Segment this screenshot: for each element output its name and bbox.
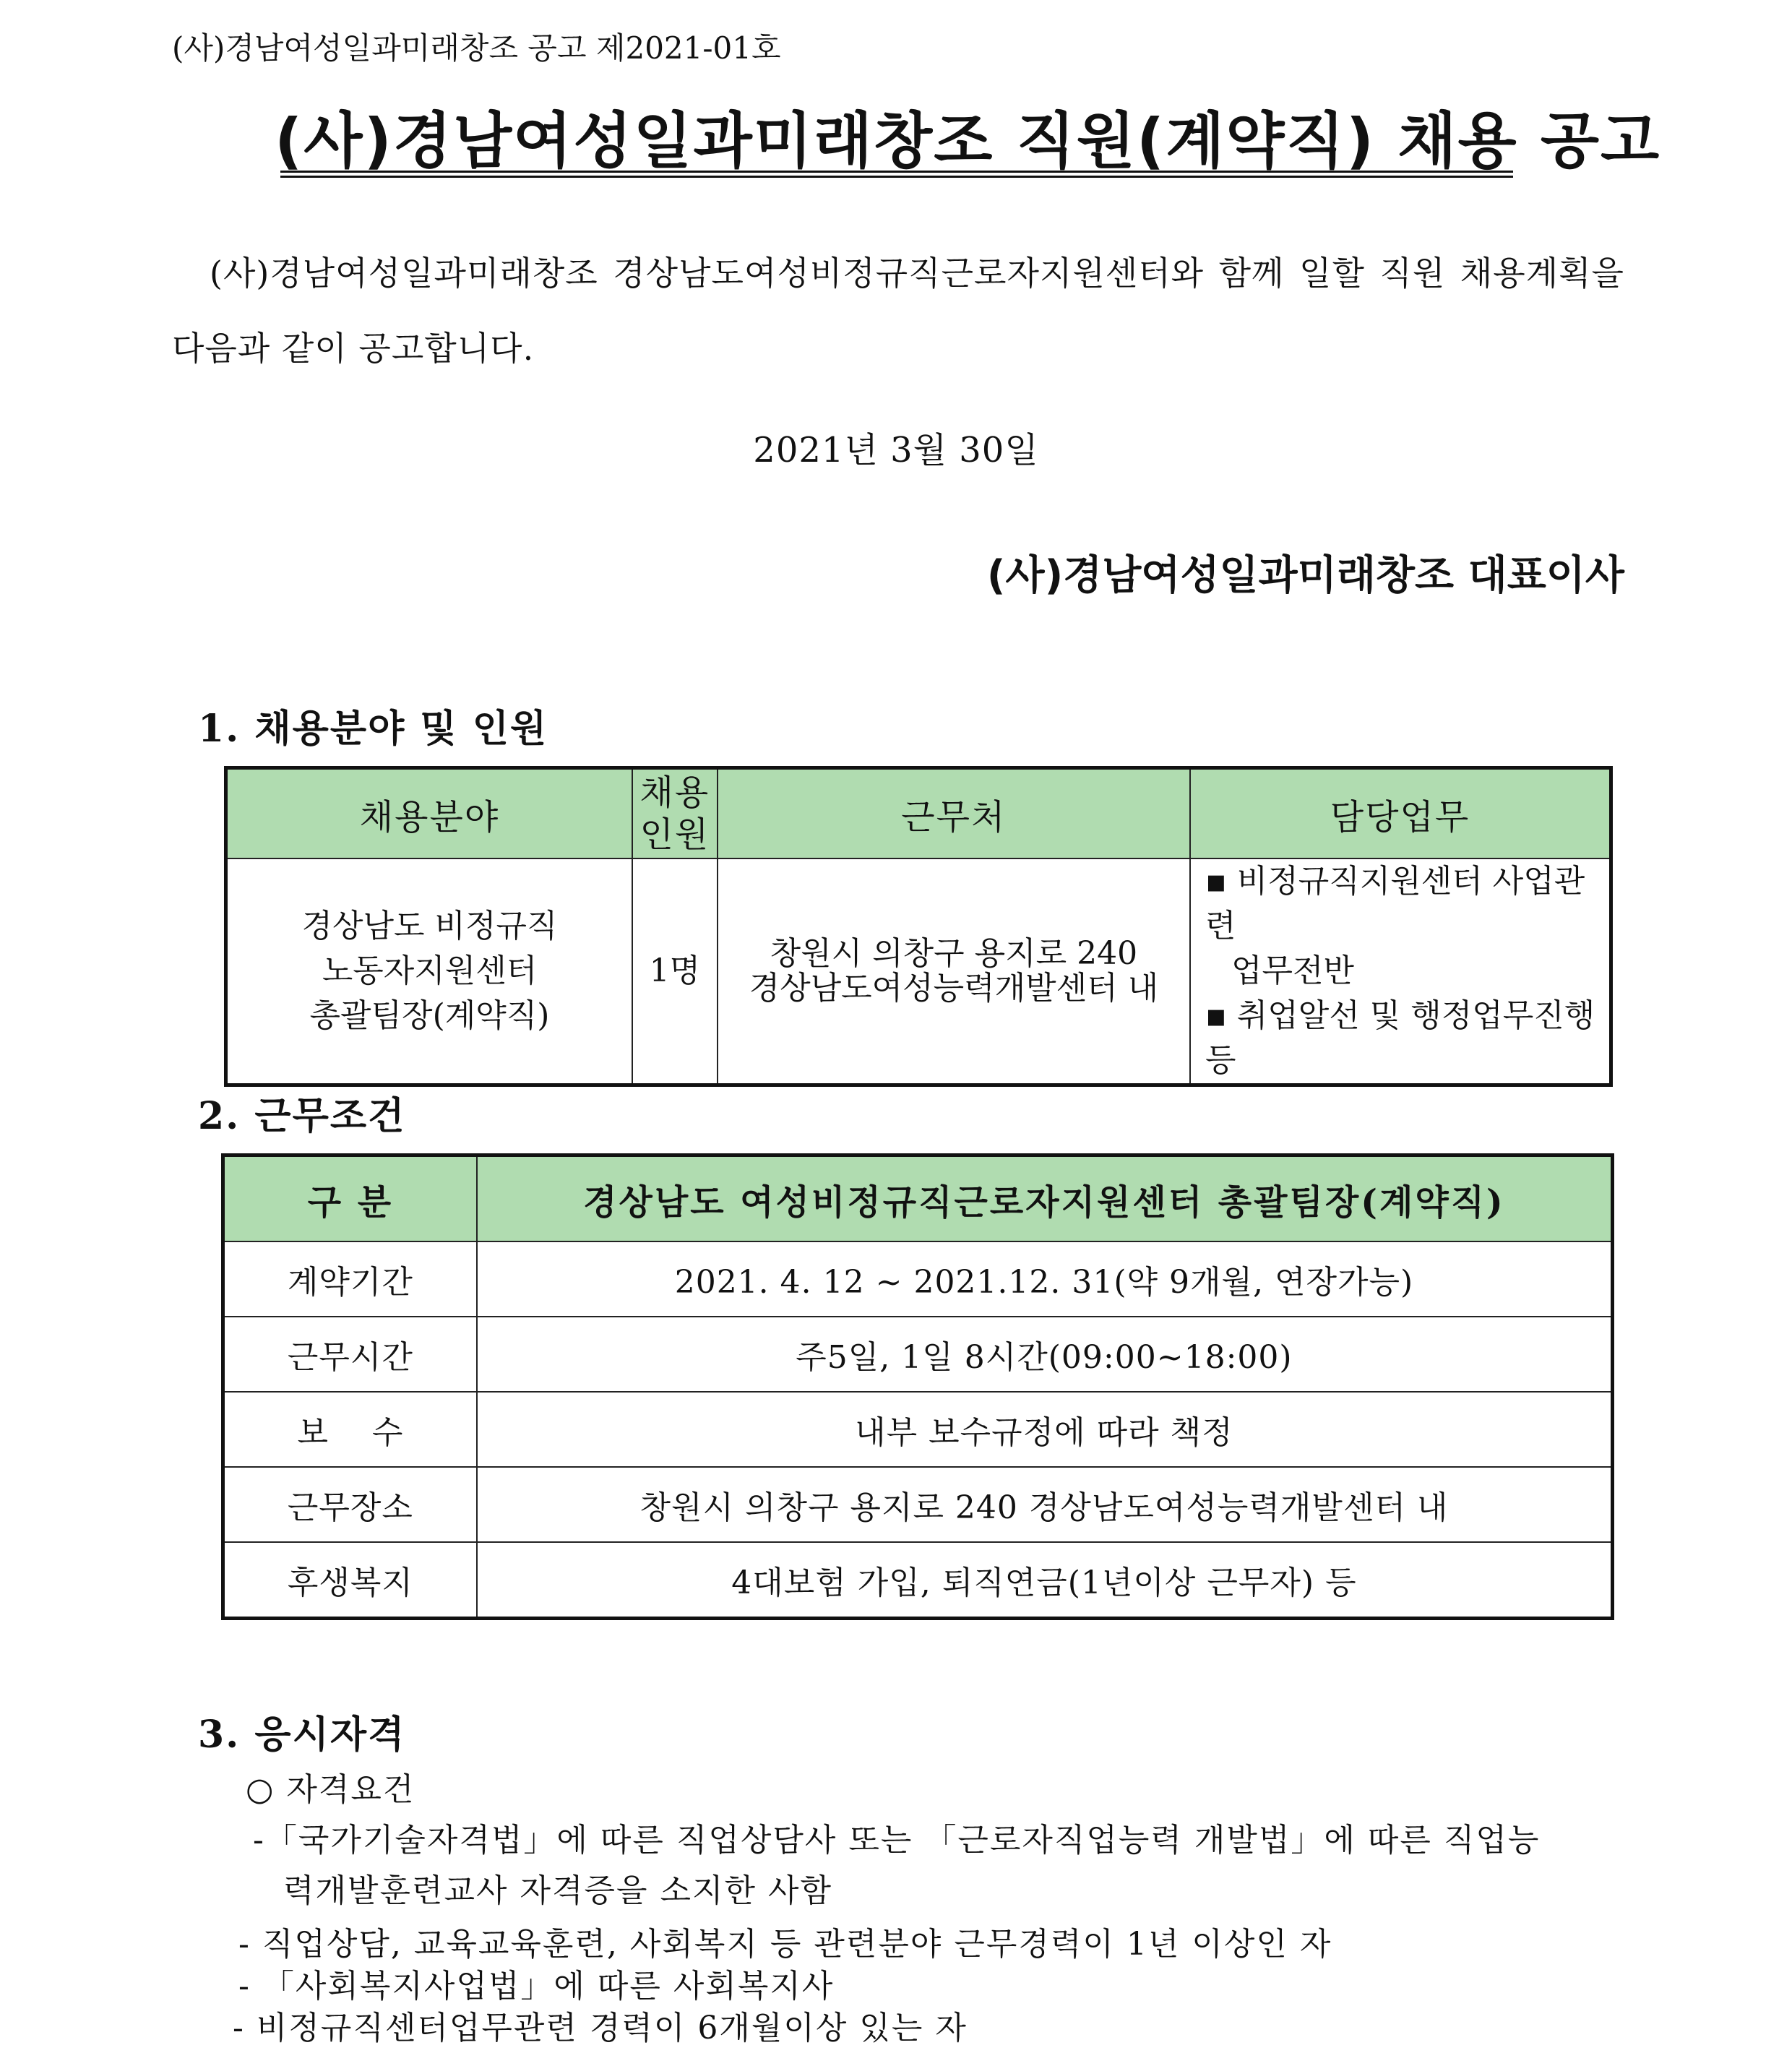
row-value: 2021. 4. 12 ~ 2021.12. 31(약 9개월, 연장가능)	[477, 1241, 1613, 1317]
table-row	[223, 1542, 1613, 1619]
row-label: 계약기간	[223, 1241, 477, 1317]
workplace-line: 창원시 의창구 용지로 240	[770, 935, 1138, 972]
cell-field	[226, 858, 632, 1085]
header-category: 구 분	[223, 1155, 477, 1242]
list-item: 력개발훈련교사 자격증을 소지한 사함	[283, 1872, 833, 1909]
row-value: 창원시 의창구 용지로 240 경상남도여성능력개발센터 내	[477, 1467, 1613, 1542]
field-line: 총괄팀장(계약직)	[309, 997, 550, 1034]
header-count-line2: 인원	[639, 814, 710, 855]
title-underline	[280, 171, 1513, 178]
field-line: 노동자지원센터	[322, 952, 538, 989]
conditions-table	[221, 1153, 1614, 1620]
table-row	[223, 1241, 1613, 1317]
table-row	[223, 1392, 1613, 1467]
recruitment-table	[224, 766, 1613, 1087]
header-position: 경상남도 여성비정규직근로자지원센터 총괄팀장(계약직)	[477, 1155, 1613, 1242]
list-item: - 비정규직센터업무관련 경력이 6개월이상 있는 자	[233, 2010, 968, 2046]
table-row	[223, 1317, 1613, 1392]
list-item: -「국가기술자격법」에 따른 직업상담사 또는 「근로자직업능력 개발법」에 따른 직업능	[253, 1822, 1541, 1859]
table-row	[226, 858, 1611, 1085]
duty-line: ▪ 비정규직지원센터 사업관련	[1205, 863, 1585, 944]
duty-line: 업무전반	[1231, 952, 1354, 989]
list-item: - 「사회복지사업법」에 따른 사회복지사	[238, 1968, 835, 2005]
header-duty: 담당업무	[1190, 768, 1611, 859]
row-label: 근무시간	[223, 1317, 477, 1392]
row-label: 근무장소	[223, 1467, 477, 1542]
list-item: ○ 자격요건	[246, 1771, 415, 1808]
header-count-line1: 채용	[639, 772, 710, 813]
intro-paragraph: (사)경남여성일과미래창조 경상남도여성비정규직근로자지원센터와 함께 일할 직원 채용계획을 다음과 같이 공고합니다.	[172, 254, 1624, 368]
row-label: 후생복지	[223, 1542, 477, 1619]
section-heading-conditions: 2. 근무조건	[198, 1094, 406, 1138]
page-title: (사)경남여성일과미래창조 직원(계약직) 채용 공고	[275, 106, 1661, 176]
header-count	[632, 768, 718, 859]
table-row	[223, 1467, 1613, 1542]
section-heading-recruitment: 1. 채용분야 및 인원	[198, 707, 548, 751]
notice-number: (사)경남여성일과미래창조 공고 제2021-01호	[172, 30, 781, 66]
field-line: 경상남도 비정규직	[301, 908, 558, 944]
row-value: 4대보험 가입, 퇴직연금(1년이상 근무자) 등	[477, 1542, 1613, 1619]
row-value: 주5일, 1일 8시간(09:00~18:00)	[477, 1317, 1613, 1392]
row-label: 보 수	[223, 1392, 477, 1467]
duty-line: ▪ 취업알선 및 행정업무진행 등	[1205, 997, 1595, 1079]
announcement-date: 2021년 3월 30일	[753, 430, 1039, 470]
cell-workplace	[718, 858, 1190, 1085]
row-value: 내부 보수규정에 따라 책정	[477, 1392, 1613, 1467]
cell-count: 1명	[632, 858, 718, 1085]
table-header-row	[226, 768, 1611, 859]
header-field: 채용분야	[226, 768, 632, 859]
table-header-row	[223, 1155, 1613, 1242]
cell-duty	[1190, 858, 1611, 1085]
signer: (사)경남여성일과미래창조 대표이사	[986, 552, 1624, 599]
list-item: - 직업상담, 교육교육훈련, 사회복지 등 관련분야 근무경력이 1년 이상인 자	[238, 1926, 1332, 1963]
workplace-line: 경상남도여성능력개발센터 내	[749, 970, 1159, 1007]
header-workplace: 근무처	[718, 768, 1190, 859]
section-heading-qualifications: 3. 응시자격	[198, 1713, 406, 1757]
